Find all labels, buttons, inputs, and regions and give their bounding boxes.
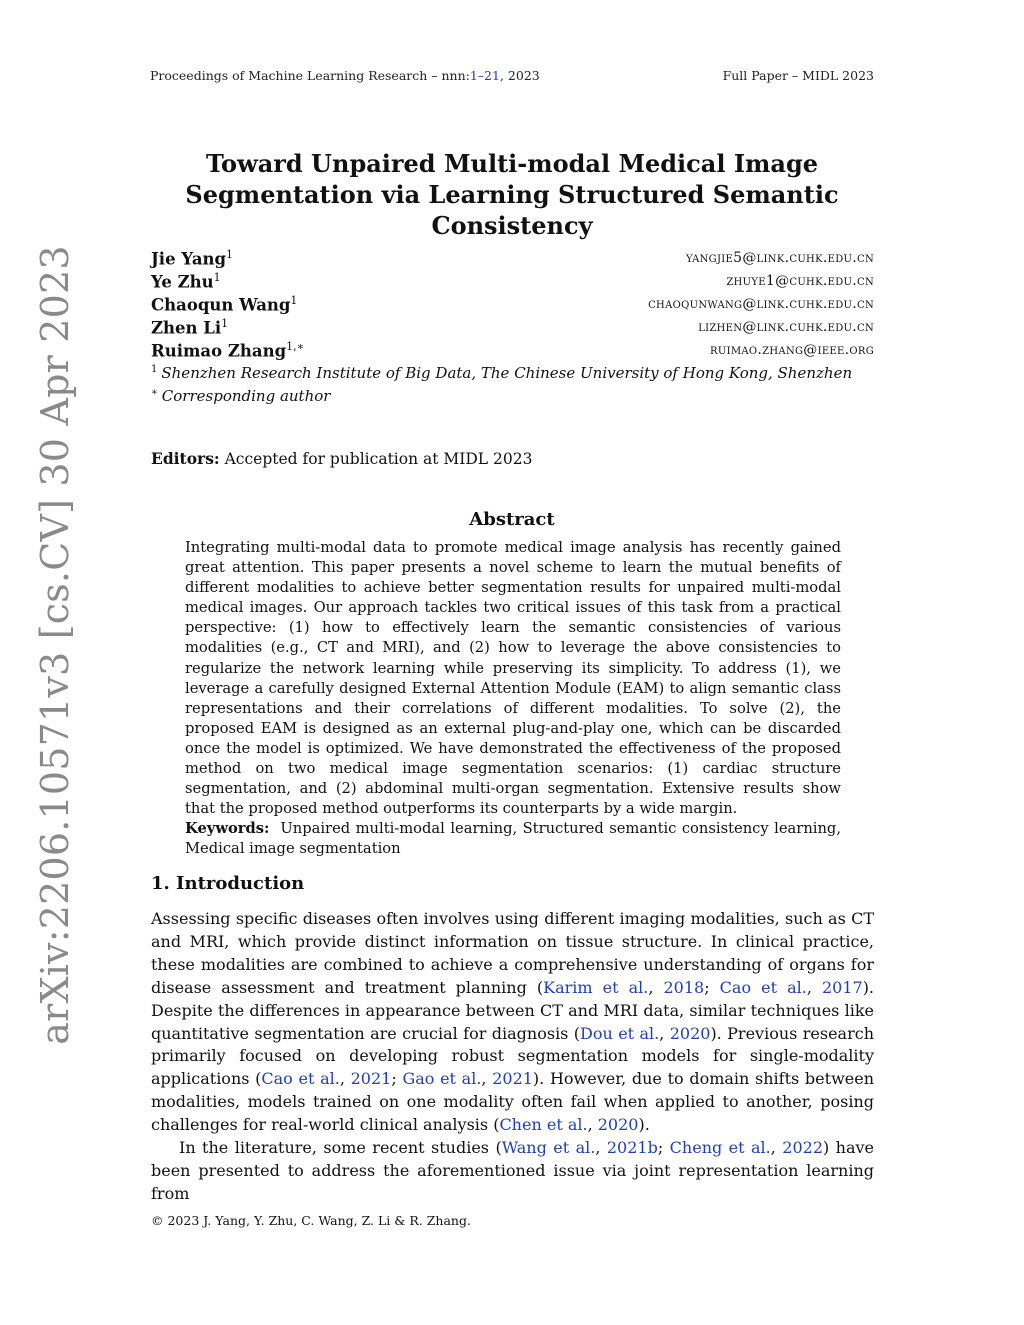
author-email[interactable]: zhuye1@cuhk.edu.cn [726, 273, 874, 289]
citation-link[interactable]: Gao et al. [402, 1069, 482, 1089]
citation-link[interactable]: Cao et al. [719, 977, 807, 997]
citation-year-link[interactable]: 2020 [597, 1115, 639, 1135]
abstract-section [185, 538, 841, 860]
editors-text: Accepted for publication at MIDL 2023 [224, 450, 533, 468]
running-header-left [150, 68, 540, 83]
abstract-text: Integrating multi-modal data to promote medical image analysis has recently gained great attention. This paper presents a novel scheme to learn the mutual benefits of different modalities to achieve better segmentation results for unpaired multi-modal medical images. Our approach tackles two critical issues of this task from a practical perspective: (1) how to effectively learn the semantic consistencies of various modalities (e.g., CT and MRI), and (2) how to leverage the above consistencies to regularize the network learning while preserving its simplicity. To address (1), we leverage a carefully designed External Attention Module (EAM) to align semantic class representations and their correlations of different modalities. To solve (2), the proposed EAM is designed as an external plug-and-play one, which can be discarded once the model is optimized. We have demonstrated the effectiveness of the proposed method on two medical image segmentation scenarios: (1) cardiac structure segmentation, and (2) abdominal multi-organ segmentation. Extensive results show that the proposed method outperforms its counterparts by a wide margin. [185, 539, 841, 818]
keywords-text: Unpaired multi-modal learning, Structured semantic consistency learning, Medical image segmentation [185, 820, 842, 858]
citation-link[interactable]: Wang et al. [501, 1138, 596, 1158]
introduction-body [151, 908, 874, 1206]
author-name: Chaoqun Wang$^1$ [151, 294, 298, 315]
citation-link[interactable]: Dou et al. [580, 1023, 660, 1043]
author-email[interactable]: ruimao.zhang@ieee.org [710, 342, 874, 358]
author-name: Jie Yang$^1$ [151, 248, 234, 269]
introduction-paragraph-2: In the literature, some recent studies (Wang et al., 2021b; Cheng et al., 2022) have been presented to address the aforementioned issue via joint representation learning from [151, 1138, 875, 1203]
affiliation-mark: ∗ [151, 387, 158, 398]
author-row [151, 340, 874, 362]
running-header-right: Full Paper – MIDL 2023 [722, 68, 874, 83]
introduction-paragraph-1: Assessing specific diseases often involves using different imaging modalities, such as CT and MRI, which provide distinct information on tissue structure. In clinical practice, these modalities are combined to achieve a comprehensive understanding of organs for disease assessment and treatment planning (Karim et al., 2018; Cao et al., 2017). Despite the differences in appearance between CT and MRI data, similar techniques like quantitative segmentation are crucial for diagnosis (Dou et al., 2020). Previous research primarily focused on developing robust segmentation models for single-modality applications (Cao et al., 2021; Gao et al., 2021). However, due to domain shifts between modalities, models trained on one modality often fail when applied to another, posing challenges for real-world clinical analysis (Chen et al., 2020). [151, 909, 875, 1135]
affiliation-text: Shenzhen Research Institute of Big Data, The Chinese University of Hong Kong, Shenzhen [161, 364, 853, 382]
copyright-footer: © 2023 J. Yang, Y. Zhu, C. Wang, Z. Li & R. Zhang. [151, 1213, 471, 1228]
author-name: Ruimao Zhang$^{1,∗}$ [151, 340, 305, 361]
author-name: Zhen Li$^1$ [151, 317, 229, 338]
keywords-label: Keywords: [185, 820, 270, 838]
header-year: , 2023 [499, 68, 540, 83]
header-proceedings: Proceedings of Machine Learning Research – nnn: [150, 68, 470, 83]
author-email[interactable]: yangjie5@link.cuhk.edu.cn [685, 250, 874, 266]
author-email[interactable]: lizhen@link.cuhk.edu.cn [698, 319, 874, 335]
citation-year-link[interactable]: 2021b [606, 1138, 658, 1158]
abstract-heading: Abstract [469, 509, 555, 530]
author-affil-mark: 1 [213, 271, 221, 284]
author-row [151, 248, 874, 270]
citation-year-link[interactable]: 2020 [669, 1023, 711, 1043]
paper-title: Toward Unpaired Multi-modal Medical Image Segmentation via Learning Structured Semantic Consistency [185, 149, 839, 240]
author-affil-mark: 1 [226, 248, 234, 261]
citation-link[interactable]: Karim et al. [543, 977, 649, 997]
keywords-line [185, 819, 841, 859]
editors-label: Editors: [151, 449, 220, 468]
author-affil-mark: 1,∗ [286, 340, 305, 353]
citation-year-link[interactable]: 2017 [821, 977, 863, 997]
author-row [151, 271, 874, 293]
section-heading-introduction: 1. Introduction [151, 873, 305, 894]
affiliation [151, 387, 330, 405]
header-page-range-link[interactable]: 1–21 [469, 68, 500, 83]
affiliation-text: Corresponding author [161, 387, 331, 405]
citation-link[interactable]: Cheng et al. [669, 1138, 771, 1158]
citation-year-link[interactable]: 2018 [663, 977, 705, 997]
arxiv-stamp-text: arXiv:2206.10571v3 [cs.CV] 30 Apr 2023 [33, 245, 77, 1045]
citation-year-link[interactable]: 2021 [492, 1069, 533, 1089]
citation-link[interactable]: Chen et al. [499, 1115, 588, 1135]
citation-link[interactable]: Cao et al. [261, 1069, 340, 1089]
author-email[interactable]: chaoqunwang@link.cuhk.edu.cn [648, 296, 874, 312]
affiliation [151, 364, 852, 382]
affiliation-mark: 1 [151, 364, 158, 375]
author-affil-mark: 1 [290, 294, 298, 307]
author-name: Ye Zhu$^1$ [151, 271, 221, 292]
author-row [151, 317, 874, 339]
editors-line [151, 449, 532, 468]
author-row [151, 294, 874, 316]
citation-year-link[interactable]: 2022 [782, 1138, 823, 1158]
author-affil-mark: 1 [221, 317, 229, 330]
citation-year-link[interactable]: 2021 [350, 1069, 392, 1089]
